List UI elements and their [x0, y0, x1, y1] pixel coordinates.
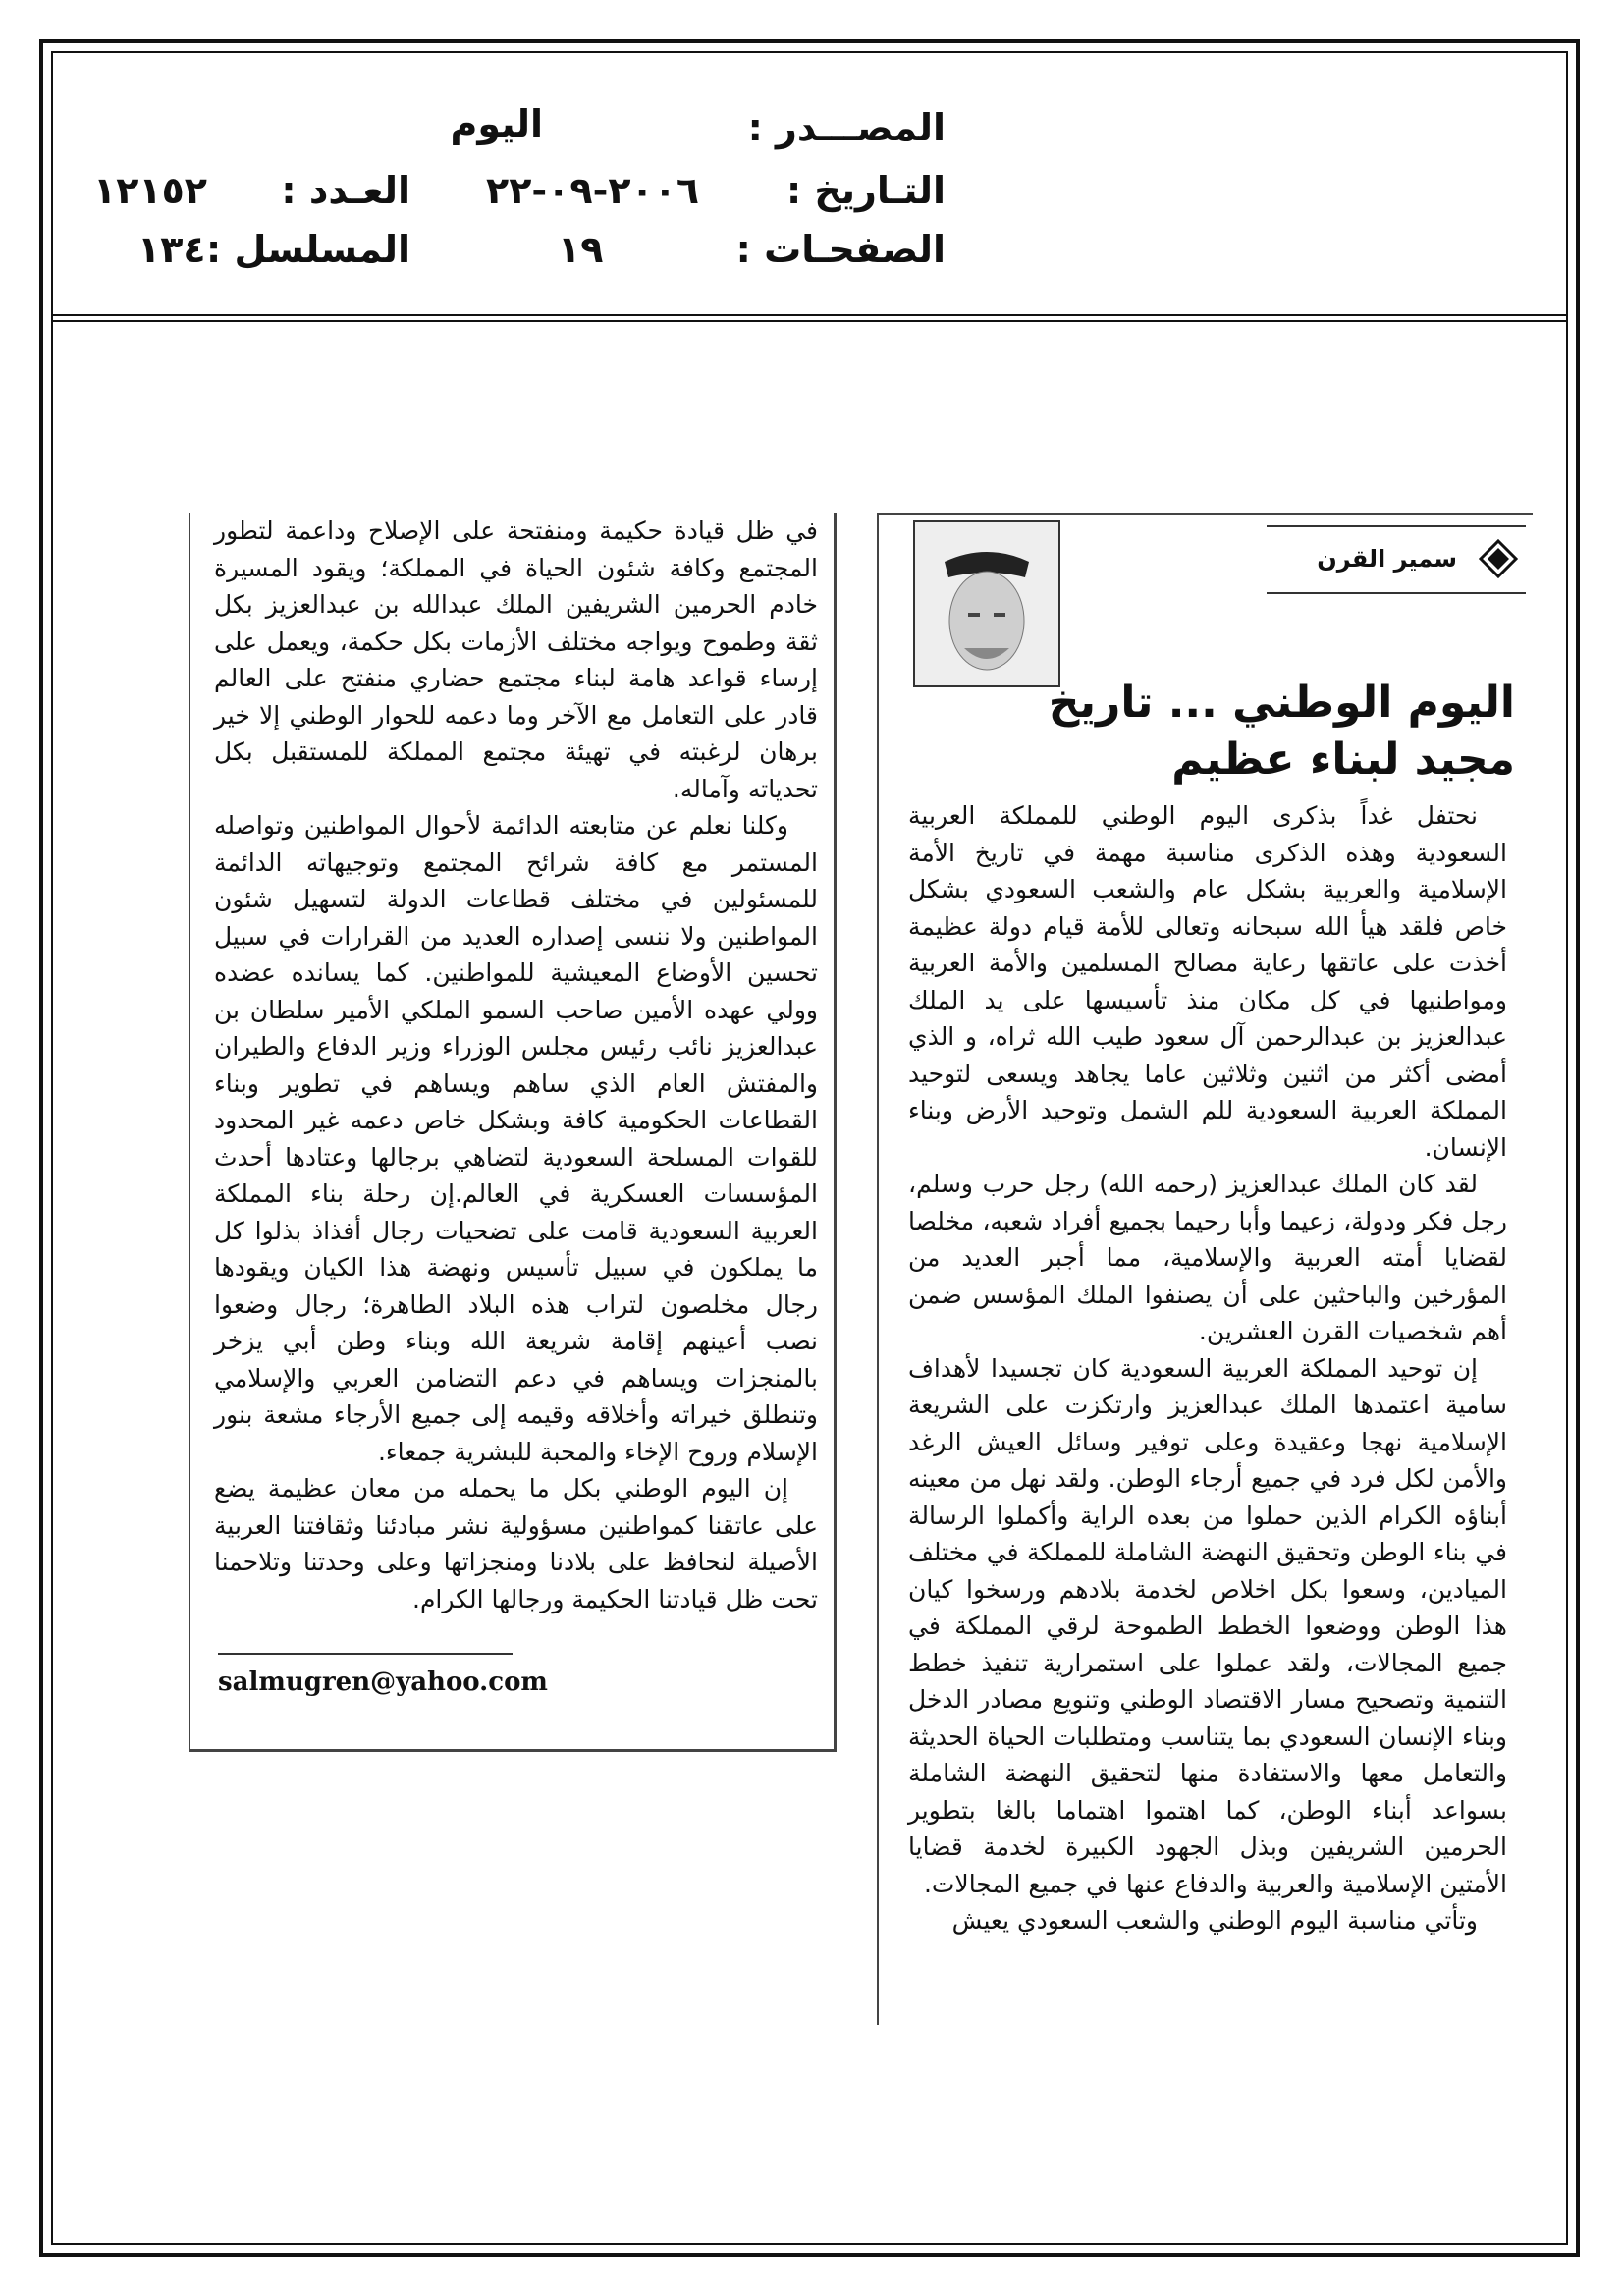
paragraph: وتأتي مناسبة اليوم الوطني والشعب السعودي يعيش [951, 1906, 1478, 1935]
author-email: salmugren@yahoo.com [218, 1667, 548, 1697]
paragraph: في ظل قيادة حكيمة ومنفتحة على الإصلاح وداعمة لتطور المجتمع وكافة شئون الحياة في المملكة؛ ويقود المسيرة خادم الحرمين الشريفين الملك عبدالله بن عبدالعزيز بكل ثقة وطموح ويواجه مختلف الأزمات بكل حكمة، ويعمل على إرساء قواعد هامة لبناء مجتمع حضاري منفتح على العالم قادر على التعامل مع الآخر وما دعمه للحوار الوطني إلا خير برهان لرغبته في تهيئة مجتمع المملكة للمستقبل بكل تحدياته وآماله. [214, 517, 818, 803]
article-title-line2: مجيد لبناء عظيم [1171, 735, 1515, 785]
author-name: سمير القرن [1317, 545, 1457, 573]
author-photo [913, 520, 1060, 687]
pages-label: الصفحـات : [735, 228, 946, 271]
pages-value: ١٩ [558, 228, 604, 271]
date-value: ٢٠٠٦-٠٩-٢٢ [486, 169, 700, 212]
serial-label: المسلسل : [206, 228, 410, 271]
author-strip [1267, 525, 1526, 594]
email-divider [218, 1653, 513, 1655]
date-label: التـاريخ : [785, 169, 946, 212]
paragraph: نحتفل غداً بذكرى اليوم الوطني للمملكة العربية السعودية وهذه الذكرى مناسبة مهمة في تاريخ الأمة الإسلامية والعربية بشكل عام والشعب السعودي بشكل خاص فلقد هيأ الله سبحانه وتعالى للأمة قيام دولة عظيمة أخذت على عاتقها رعاية مصالح المسلمين والأمة العربية ومواطنيها في كل مكان منذ تأسيسها على يد الملك عبدالعزيز بن عبدالرحمن آل سعود طيب الله ثراه، و الذي أمضى أكثر من اثنين وثلاثين عاما يجاهد ويسعى لتوحيد المملكة العربية السعودية للم الشمل وتوحيد الأرض وبناء الإنسان. [908, 801, 1507, 1162]
source-label: المصـــدر : [747, 106, 946, 149]
paragraph: لقد كان الملك عبدالعزيز (رحمه الله) رجل حرب وسلم، رجل فكر ودولة، زعيما وأبا رحيما بجميع أفراد شعبه، مخلصا لقضايا أمته العربية والإسلامية، مما أجبر العديد من المؤرخين والباحثين على أن يصنفوا الملك المؤسس ضمن أهم شخصيات القرن العشرين. [908, 1170, 1507, 1345]
article-left-column [214, 513, 818, 1617]
header-separator [51, 314, 1568, 322]
serial-value: ١٣٤ [137, 228, 206, 271]
source-value: اليوم [450, 102, 543, 145]
article-title-line1: اليوم الوطني ... تاريخ [1048, 678, 1515, 728]
issue-label: العـدد : [281, 169, 410, 212]
section-marker-icon [1479, 539, 1518, 578]
paragraph: وكلنا نعلم عن متابعته الدائمة لأحوال المواطنين وتواصله المستمر مع كافة شرائح المجتمع وتوجيهاته الدائمة للمسئولين في مختلف قطاعات الدولة لتسهيل شئون المواطنين ولا ننسى إصداره العديد من القرارات في سبيل تحسين الأوضاع المعيشية للمواطنين. كما يسانده عضده وولي عهده الأمين صاحب السمو الملكي الأمير سلطان بن عبدالعزيز نائب رئيس مجلس الوزراء وزير الدفاع والطيران والمفتش العام الذي ساهم ويساهم في تطوير وبناء القطاعات الحكومية كافة وبشكل خاص دعمه غير المحدود للقوات المسلحة السعودية لتضاهي برجالها وعتادها أحدث المؤسسات العسكرية في العالم.إن رحلة بناء المملكة العربية السعودية قامت على تضحيات رجال أفذاذ بذلوا كل ما يملكون في سبيل تأسيس ونهضة هذا الكيان ويقودها رجال مخلصون لتراب هذه البلاد الطاهرة؛ رجال وضعوا نصب أعينهم إقامة شريعة الله وبناء وطن أبي يزخر بالمنجزات ويساهم في دعم التضامن العربي والإسلامي وتنطلق خيراته وأخلاقه وقيمه إلى جميع الأرجاء مشعة بنور الإسلام وروح الإخاء والمحبة للبشرية جمعاء. [214, 811, 818, 1466]
paragraph: إن توحيد المملكة العربية السعودية كان تجسيدا لأهداف سامية اعتمدها الملك عبدالعزيز وارتكزت على الشريعة الإسلامية نهجا وعقيدة وعلى توفير وسائل العيش الرغد والأمن لكل فرد في جميع أرجاء الوطن. ولقد نهل من معينه أبناؤه الكرام الذين حملوا من بعده الراية وأكملوا الرسالة في بناء الوطن وتحقيق النهضة الشاملة للمملكة في مختلف الميادين، وسعوا بكل اخلاص لخدمة بلادهم ورسخوا كيان هذا الوطن ووضعوا الخطط الطموحة لرقي المملكة في جميع المجالات، ولقد عملوا على استمرارية تنفيذ خطط التنمية وتصحيح مسار الاقتصاد الوطني وتنويع مصادر الدخل وبناء الإنسان السعودي بما يتناسب ومتطلبات الحياة الحديثة والتعامل معها والاستفادة منها لتحقيق النهضة الشاملة بسواعد أبناء الوطن، كما اهتموا اهتماما بالغا بتطوير الحرمين الشريفين وبذل الجهود الكبيرة لخدمة قضايا الأمتين الإسلامية والعربية والدفاع عنها في جميع المجالات. [908, 1353, 1507, 1898]
paragraph: إن اليوم الوطني بكل ما يحمله من معان عظيمة يضع على عاتقنا كمواطنين مسؤولية نشر مبادئنا وثقافتنا العربية الأصيلة لنحافظ على بلادنا ومنجزاتها وعلى وحدتنا وتلاحمنا تحت ظل قيادتنا الحكيمة ورجالها الكرام. [214, 1474, 818, 1613]
article-right-column [908, 797, 1507, 1940]
issue-value: ١٢١٥٢ [93, 169, 207, 212]
